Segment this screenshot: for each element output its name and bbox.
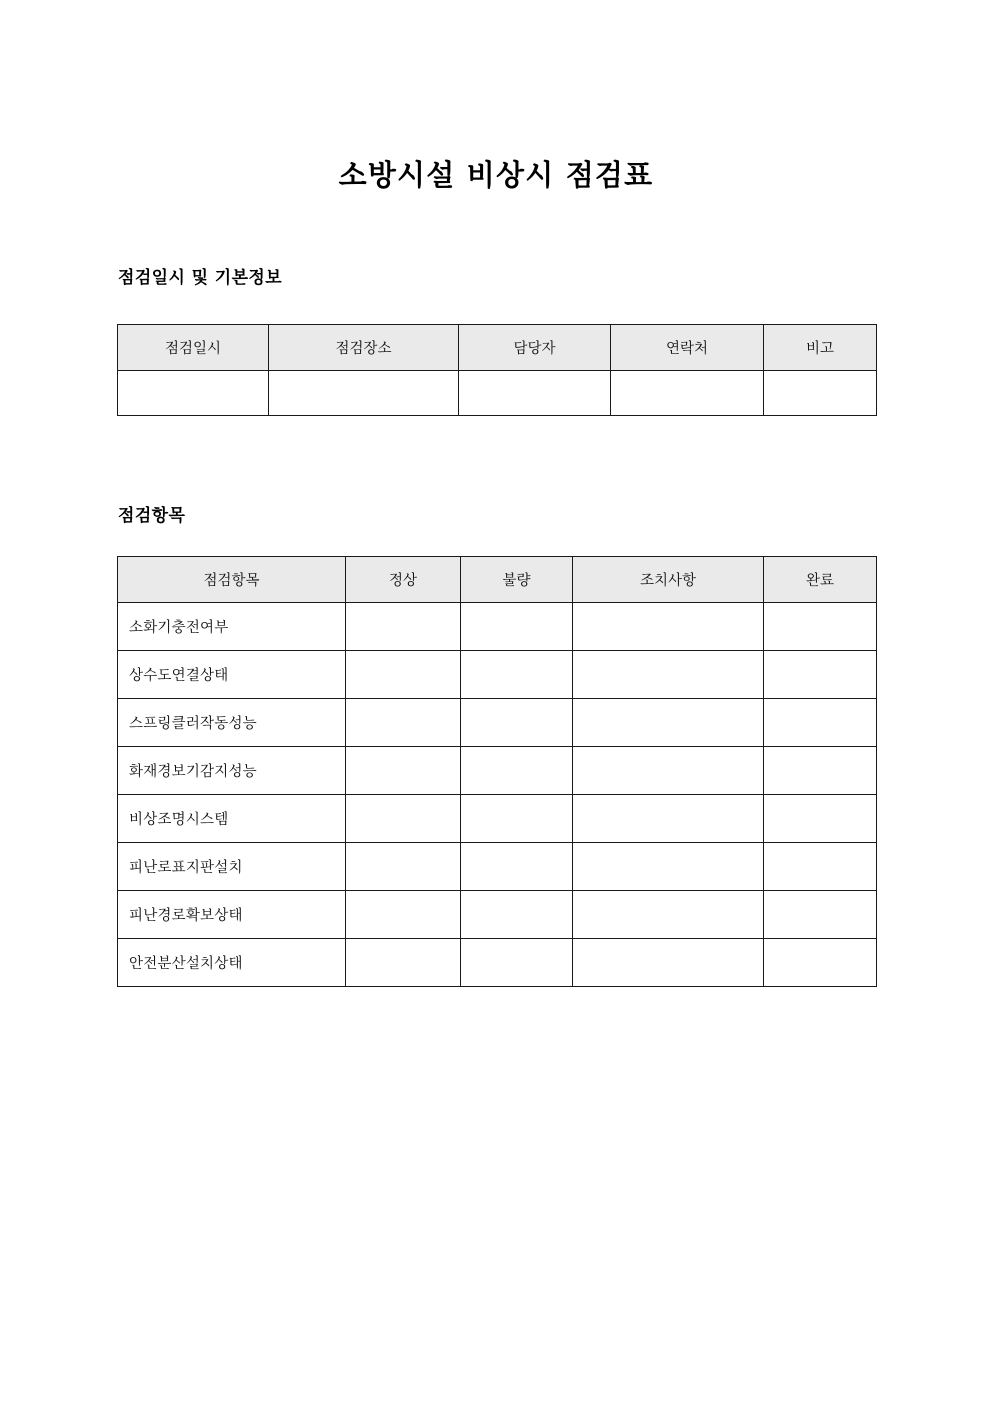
column-header-item: 점검항목 [118, 557, 346, 603]
cell-defect[interactable] [461, 795, 573, 843]
table-row [118, 939, 877, 987]
cell-remarks[interactable] [764, 371, 877, 416]
section-heading-inspection-items: 점검항목 [118, 506, 186, 527]
table-row [118, 843, 877, 891]
cell-item-name: 피난로표지판설치 [118, 843, 346, 891]
table-row [118, 747, 877, 795]
cell-action[interactable] [573, 939, 764, 987]
cell-normal[interactable] [346, 939, 461, 987]
cell-complete[interactable] [764, 747, 877, 795]
cell-normal[interactable] [346, 843, 461, 891]
cell-defect[interactable] [461, 891, 573, 939]
column-header-contact: 연락처 [611, 325, 764, 371]
cell-normal[interactable] [346, 747, 461, 795]
table-row [118, 651, 877, 699]
cell-normal[interactable] [346, 891, 461, 939]
cell-complete[interactable] [764, 795, 877, 843]
cell-defect[interactable] [461, 843, 573, 891]
cell-inspection-location[interactable] [269, 371, 459, 416]
cell-complete[interactable] [764, 603, 877, 651]
cell-action[interactable] [573, 891, 764, 939]
inspection-checklist-body [118, 603, 877, 987]
cell-person-in-charge[interactable] [459, 371, 611, 416]
cell-action[interactable] [573, 795, 764, 843]
column-header-defect: 불량 [461, 557, 573, 603]
table-row [118, 699, 877, 747]
cell-contact[interactable] [611, 371, 764, 416]
cell-complete[interactable] [764, 843, 877, 891]
cell-defect[interactable] [461, 651, 573, 699]
cell-defect[interactable] [461, 603, 573, 651]
table-header-row [118, 557, 877, 603]
cell-complete[interactable] [764, 891, 877, 939]
cell-defect[interactable] [461, 747, 573, 795]
cell-action[interactable] [573, 699, 764, 747]
cell-item-name: 비상조명시스템 [118, 795, 346, 843]
table-row [118, 795, 877, 843]
table-row [118, 603, 877, 651]
section-heading-basic-info: 점검일시 및 기본정보 [118, 268, 283, 289]
column-header-complete: 완료 [764, 557, 877, 603]
table-header-row [118, 325, 877, 371]
cell-item-name: 안전분산설치상태 [118, 939, 346, 987]
column-header-person-in-charge: 담당자 [459, 325, 611, 371]
column-header-inspection-datetime: 점검일시 [118, 325, 269, 371]
cell-item-name: 화재경보기감지성능 [118, 747, 346, 795]
inspection-checklist-table [117, 556, 877, 987]
column-header-remarks: 비고 [764, 325, 877, 371]
column-header-action: 조치사항 [573, 557, 764, 603]
cell-item-name: 스프링클러작동성능 [118, 699, 346, 747]
cell-action[interactable] [573, 651, 764, 699]
cell-normal[interactable] [346, 699, 461, 747]
cell-item-name: 상수도연결상태 [118, 651, 346, 699]
cell-action[interactable] [573, 747, 764, 795]
cell-complete[interactable] [764, 699, 877, 747]
column-header-normal: 정상 [346, 557, 461, 603]
table-row [118, 371, 877, 416]
cell-normal[interactable] [346, 603, 461, 651]
cell-action[interactable] [573, 603, 764, 651]
cell-normal[interactable] [346, 651, 461, 699]
page-title: 소방시설 비상시 점검표 [338, 158, 654, 193]
cell-defect[interactable] [461, 699, 573, 747]
column-header-inspection-location: 점검장소 [269, 325, 459, 371]
cell-complete[interactable] [764, 939, 877, 987]
cell-normal[interactable] [346, 795, 461, 843]
table-row [118, 891, 877, 939]
cell-action[interactable] [573, 843, 764, 891]
cell-complete[interactable] [764, 651, 877, 699]
cell-item-name: 피난경로확보상태 [118, 891, 346, 939]
cell-defect[interactable] [461, 939, 573, 987]
cell-inspection-datetime[interactable] [118, 371, 269, 416]
cell-item-name: 소화기충전여부 [118, 603, 346, 651]
basic-info-table [117, 324, 877, 416]
